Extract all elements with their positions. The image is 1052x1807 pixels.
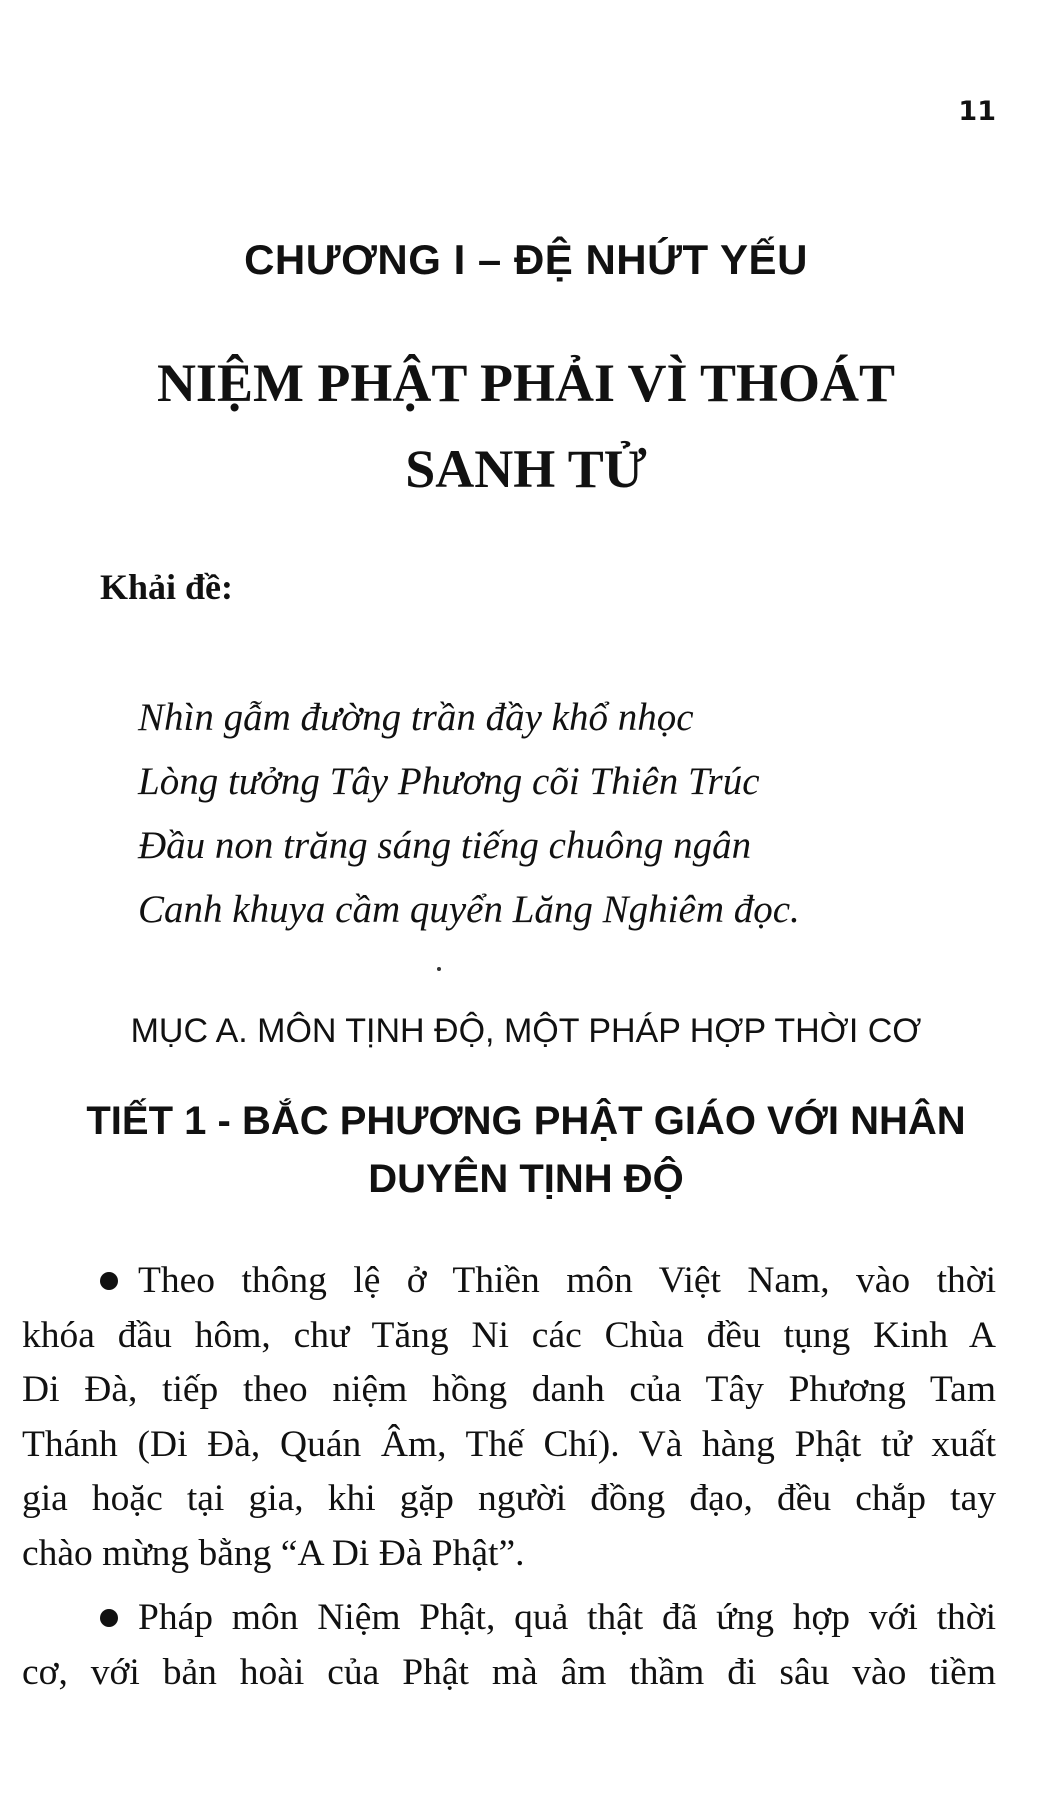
subsection-title-line-1: TIẾT 1 - BẮC PHƯƠNG PHẬT GIÁO VỚI NHÂN [86,1099,966,1143]
text-line: khóa đầu hôm, chư Tăng Ni các Chùa đều tụng Kinh A [22,1314,996,1356]
chapter-label: CHƯƠNG I – ĐỆ NHỨT YẾU [244,236,808,283]
page-number: 11 [958,96,996,127]
subsection-title-line-2: DUYÊN TỊNH ĐỘ [368,1157,684,1201]
body-text [22,1254,996,1700]
text-line: gia hoặc tại gia, khi gặp người đồng đạo, đều chắp tay [22,1478,996,1519]
text-line: Di Đà, tiếp theo niệm hồng danh của Tây Phương Tam [22,1369,996,1410]
poem [138,686,800,942]
poem-line: Canh khuya cầm quyển Lăng Nghiêm đọc. [138,888,800,931]
ink-dot [437,967,441,971]
text-line: Theo thông lệ ở Thiền môn Việt Nam, vào thời [138,1260,996,1301]
text-line: Pháp môn Niệm Phật, quả thật đã ứng hợp với thời [138,1597,996,1638]
text-line: chào mừng bằng “A Di Đà Phật”. [22,1532,525,1574]
intro-label: Khải đề: [100,567,234,607]
text-line: cơ, với bản hoài của Phật mà âm thầm đi sâu vào tiềm [22,1651,996,1693]
subsection-title [0,1092,1052,1208]
text-line: Thánh (Di Đà, Quán Âm, Thế Chí). Và hàng Phật tử xuất [22,1423,996,1465]
bullet-icon [100,1609,118,1627]
paragraph [22,1254,996,1581]
paragraph [22,1591,996,1700]
section-label: MỤC A. MÔN TỊNH ĐỘ, MỘT PHÁP HỢP THỜI CƠ [130,1012,922,1050]
poem-line: Nhìn gẫm đường trần đầy khổ nhọc [138,696,694,739]
bullet-icon [100,1272,118,1290]
chapter-title [0,340,1052,512]
chapter-title-line-1: NIỆM PHẬT PHẢI VÌ THOÁT [156,353,896,413]
poem-line: Đầu non trăng sáng tiếng chuông ngân [138,824,752,867]
poem-line: Lòng tưởng Tây Phương cõi Thiên Trúc [138,760,760,803]
chapter-title-line-2: SANH TỬ [405,439,647,499]
